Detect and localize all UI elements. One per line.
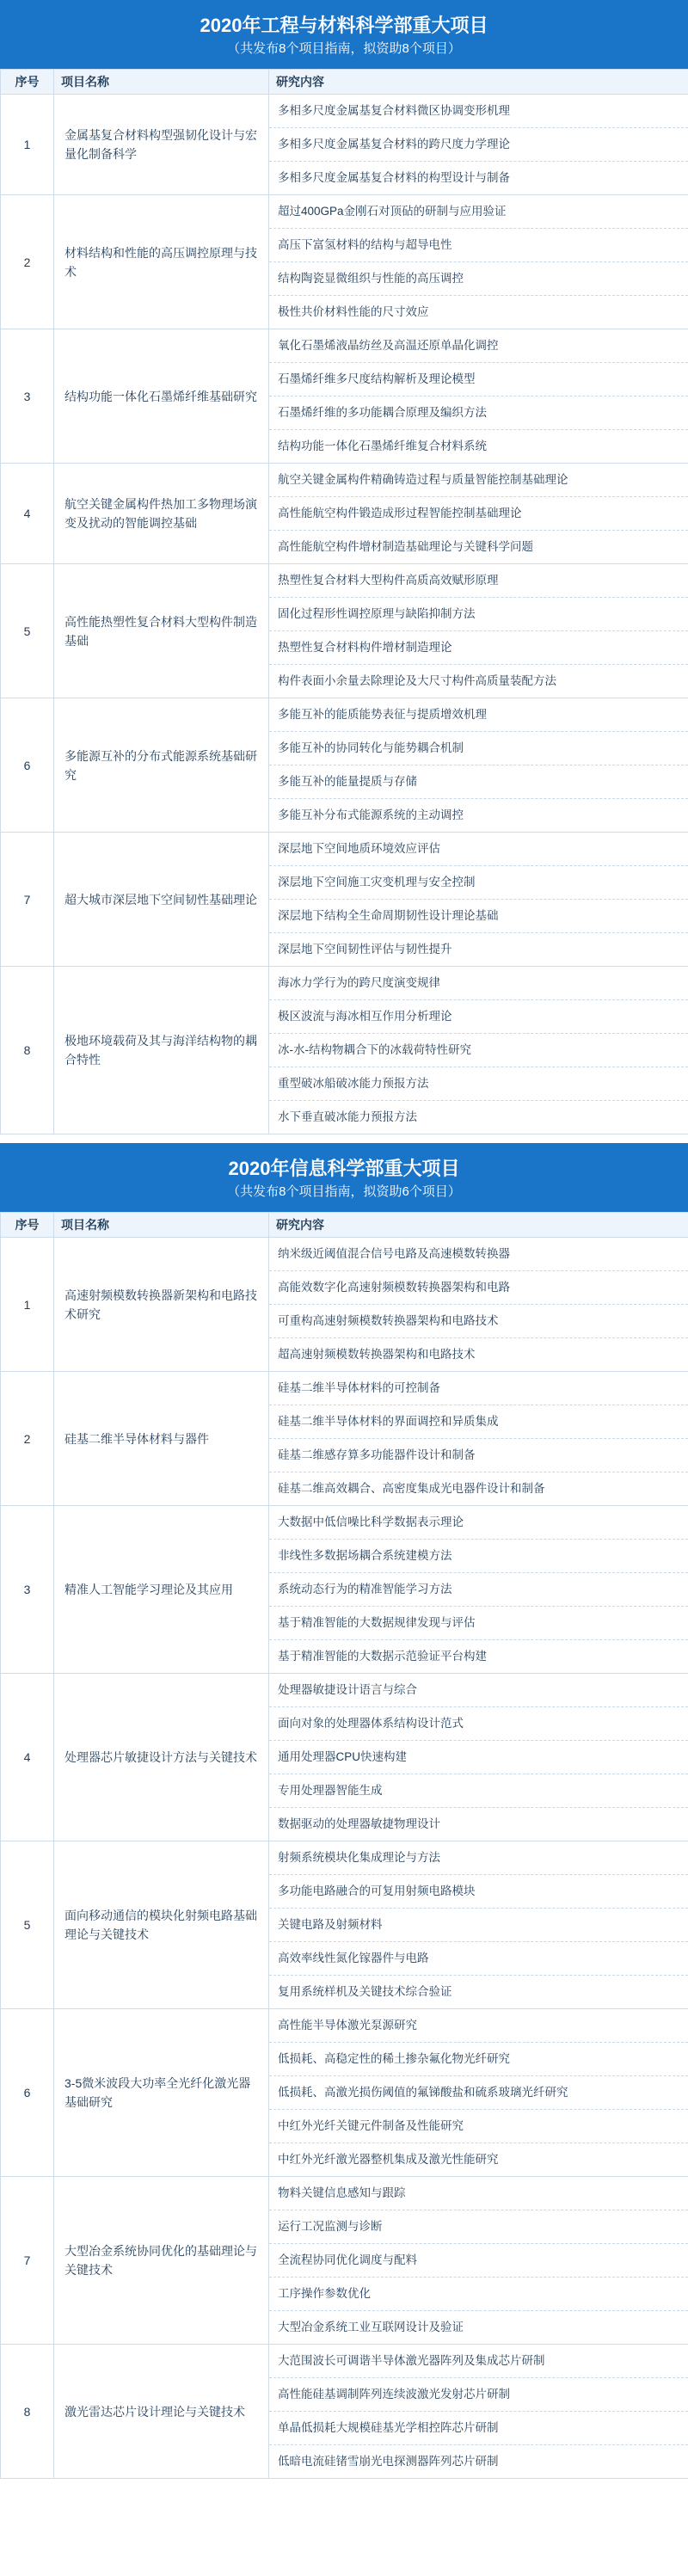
content-list: [269, 564, 688, 698]
content-item: 基于精准智能的大数据规律发现与评估: [269, 1607, 688, 1640]
content-item: 单晶低损耗大规模硅基光学相控阵芯片研制: [269, 2412, 688, 2445]
table-row: [1, 329, 688, 464]
content-item: 通用处理器CPU快速构建: [269, 1741, 688, 1774]
project-name: 硅基二维半导体材料与器件: [54, 1372, 269, 1506]
table-row: [1, 2177, 688, 2345]
section-header: [0, 1143, 688, 1212]
section-title: 2020年信息科学部重大项目: [228, 1158, 460, 1179]
content-item: 热塑性复合材料构件增材制造理论: [269, 631, 688, 665]
content-item: 极区波流与海冰相互作用分析理论: [269, 1000, 688, 1034]
section-header: [0, 0, 688, 69]
content-item: 结构功能一体化石墨烯纤维复合材料系统: [278, 440, 487, 452]
row-number: 6: [1, 698, 54, 833]
content-item: 结构陶瓷显微组织与性能的高压调控: [269, 262, 688, 296]
row-number: 6: [1, 2009, 54, 2177]
content-item: 氧化石墨烯液晶纺丝及高温还原单晶化调控: [269, 329, 688, 363]
content-item: 极性共价材料性能的尺寸效应: [278, 305, 429, 318]
content-item: 中红外光纤激光器整机集成及激光性能研究: [278, 2153, 499, 2166]
table-row: [1, 833, 688, 967]
research-content: [269, 2009, 688, 2177]
content-item: 冰-水-结构物耦合下的冰载荷特性研究: [269, 1034, 688, 1067]
content-item: 多能互补的协同转化与能势耦合机制: [269, 732, 688, 765]
table-row: [1, 1841, 688, 2009]
research-content: [269, 1372, 688, 1506]
content-item: 石墨烯纤维多尺度结构解析及理论模型: [269, 363, 688, 397]
section-gap: [0, 1134, 688, 1143]
content-list: [269, 95, 688, 194]
content-item: 数据驱动的处理器敏捷物理设计: [278, 1817, 440, 1830]
row-number: 5: [1, 1841, 54, 2009]
project-name: 超大城市深层地下空间韧性基础理论: [54, 833, 269, 967]
content-item: 大型冶金系统工业互联网设计及验证: [278, 2321, 464, 2333]
content-item: 高性能半导体激光泵源研究: [269, 2009, 688, 2043]
project-name: 材料结构和性能的高压调控原理与技术: [54, 195, 269, 329]
content-item: 纳米级近阈值混合信号电路及高速模数转换器: [269, 1238, 688, 1271]
content-list: [269, 1372, 688, 1505]
row-number: 7: [1, 2177, 54, 2345]
project-name: 极地环境载荷及其与海洋结构物的耦合特性: [54, 967, 269, 1134]
row-number: 3: [1, 329, 54, 464]
content-item: 多相多尺度金属基复合材料微区协调变形机理: [269, 95, 688, 128]
content-item: 硅基二维感存算多功能器件设计和制备: [269, 1439, 688, 1472]
content-list: [269, 967, 688, 1134]
row-number: 8: [1, 967, 54, 1134]
research-content: [269, 564, 688, 698]
content-list: [269, 1506, 688, 1673]
research-content: [269, 1841, 688, 2009]
content-item: 固化过程形性调控原理与缺陷抑制方法: [269, 598, 688, 631]
header-name: 项目名称: [54, 1213, 269, 1238]
content-item: 硅基二维半导体材料的可控制备: [269, 1372, 688, 1405]
research-content: [269, 195, 688, 329]
content-item: 高压下富氢材料的结构与超导电性: [269, 229, 688, 262]
content-item: 深层地下空间韧性评估与韧性提升: [278, 943, 452, 956]
content-item: 构件表面小余量去除理论及大尺寸构件高质量装配方法: [278, 674, 556, 687]
row-number: 4: [1, 464, 54, 564]
section-subtitle: （共发布8个项目指南，拟资助8个项目）: [227, 41, 461, 56]
content-item: 多能互补的能量提质与存储: [269, 765, 688, 799]
research-content: [269, 2345, 688, 2479]
content-item: 处理器敏捷设计语言与综合: [269, 1674, 688, 1707]
content-list: [269, 2009, 688, 2176]
content-item: 中红外光纤关键元件制备及性能研究: [269, 2110, 688, 2143]
row-number: 2: [1, 195, 54, 329]
content-list: [269, 698, 688, 832]
content-item: 低损耗、高激光损伤阈值的氟锑酸盐和硫系玻璃光纤研究: [269, 2076, 688, 2110]
content-item: 石墨烯纤维的多功能耦合原理及编织方法: [269, 397, 688, 430]
table-row: [1, 1506, 688, 1674]
section-subtitle: （共发布8个项目指南，拟资助6个项目）: [227, 1184, 461, 1199]
content-item: 航空关键金属构件精确铸造过程与质量智能控制基础理论: [269, 464, 688, 497]
table-row: [1, 464, 688, 564]
content-item: 大数据中低信噪比科学数据表示理论: [269, 1506, 688, 1540]
project-name: 处理器芯片敏捷设计方法与关键技术: [54, 1674, 269, 1841]
content-item: 重型破冰船破冰能力预报方法: [269, 1067, 688, 1101]
header-content: 研究内容: [269, 70, 688, 95]
section-title: 2020年工程与材料科学部重大项目: [200, 15, 488, 36]
content-item: 面向对象的处理器体系结构设计范式: [269, 1707, 688, 1741]
content-list: [269, 464, 688, 563]
content-item: 工序操作参数优化: [269, 2278, 688, 2311]
header-name: 项目名称: [54, 70, 269, 95]
content-item: 硅基二维半导体材料的界面调控和异质集成: [269, 1405, 688, 1439]
content-item: 高性能航空构件锻造成形过程智能控制基础理论: [269, 497, 688, 531]
content-item: 多能互补分布式能源系统的主动调控: [278, 808, 464, 821]
content-list: [269, 833, 688, 966]
content-item: 高效率线性氮化镓器件与电路: [269, 1942, 688, 1976]
research-content: [269, 2177, 688, 2345]
content-item: 海冰力学行为的跨尺度演变规律: [269, 967, 688, 1000]
project-name: 金属基复合材料构型强韧化设计与宏量化制备科学: [54, 95, 269, 195]
row-number: 4: [1, 1674, 54, 1841]
content-item: 水下垂直破冰能力预报方法: [278, 1110, 417, 1123]
table-row: [1, 564, 688, 698]
table-row: [1, 2009, 688, 2177]
content-item: 系统动态行为的精准智能学习方法: [269, 1573, 688, 1607]
research-content: [269, 698, 688, 833]
content-list: [269, 1841, 688, 2008]
research-content: [269, 1506, 688, 1674]
content-item: 基于精准智能的大数据示范验证平台构建: [278, 1650, 487, 1663]
table-row: [1, 2345, 688, 2479]
content-item: 深层地下空间地质环境效应评估: [269, 833, 688, 866]
content-list: [269, 1674, 688, 1841]
content-item: 物料关键信息感知与跟踪: [269, 2177, 688, 2210]
row-number: 8: [1, 2345, 54, 2479]
research-content: [269, 95, 688, 195]
content-item: 高性能硅基调制阵列连续波激光发射芯片研制: [269, 2378, 688, 2412]
content-item: 深层地下结构全生命周期韧性设计理论基础: [269, 900, 688, 933]
research-content: [269, 967, 688, 1134]
content-item: 深层地下空间施工灾变机理与安全控制: [269, 866, 688, 900]
content-item: 全流程协同优化调度与配料: [269, 2244, 688, 2278]
research-content: [269, 1674, 688, 1841]
table-row: [1, 1238, 688, 1372]
research-content: [269, 1238, 688, 1372]
project-name: 精准人工智能学习理论及其应用: [54, 1506, 269, 1674]
project-table: [0, 69, 688, 1134]
content-list: [269, 2345, 688, 2478]
content-item: 多能互补的能质能势表征与提质增效机理: [269, 698, 688, 732]
header-content: 研究内容: [269, 1213, 688, 1238]
row-number: 5: [1, 564, 54, 698]
project-name: 航空关键金属构件热加工多物理场演变及扰动的智能调控基础: [54, 464, 269, 564]
content-item: 非线性多数据场耦合系统建模方法: [269, 1540, 688, 1573]
content-item: 多相多尺度金属基复合材料的构型设计与制备: [278, 171, 510, 184]
content-list: [269, 329, 688, 463]
content-item: 运行工况监测与诊断: [269, 2210, 688, 2244]
row-number: 7: [1, 833, 54, 967]
content-list: [269, 195, 688, 329]
header-no: 序号: [1, 70, 54, 95]
content-item: 硅基二维高效耦合、高密度集成光电器件设计和制备: [278, 1482, 545, 1495]
content-list: [269, 1238, 688, 1371]
row-number: 1: [1, 95, 54, 195]
row-number: 3: [1, 1506, 54, 1674]
content-item: 热塑性复合材料大型构件高质高效赋形原理: [269, 564, 688, 598]
row-number: 2: [1, 1372, 54, 1506]
table-row: [1, 967, 688, 1134]
content-item: 射频系统模块化集成理论与方法: [269, 1841, 688, 1875]
project-name: 结构功能一体化石墨烯纤维基础研究: [54, 329, 269, 464]
project-name: 面向移动通信的模块化射频电路基础理论与关键技术: [54, 1841, 269, 2009]
research-content: [269, 464, 688, 564]
row-number: 1: [1, 1238, 54, 1372]
content-item: 低暗电流硅锗雪崩光电探测器阵列芯片研制: [278, 2455, 499, 2468]
project-name: 3-5微米波段大功率全光纤化激光器基础研究: [54, 2009, 269, 2177]
content-item: 大范围波长可调谐半导体激光器阵列及集成芯片研制: [269, 2345, 688, 2378]
content-list: [269, 2177, 688, 2344]
project-table: [0, 1212, 688, 2479]
research-content: [269, 329, 688, 464]
content-item: 多功能电路融合的可复用射频电路模块: [269, 1875, 688, 1909]
content-item: 高能效数字化高速射频模数转换器架构和电路: [269, 1271, 688, 1305]
research-content: [269, 833, 688, 967]
table-row: [1, 1674, 688, 1841]
table-row: [1, 698, 688, 833]
project-name: 高速射频模数转换器新架构和电路技术研究: [54, 1238, 269, 1372]
project-name: 多能源互补的分布式能源系统基础研究: [54, 698, 269, 833]
table-row: [1, 195, 688, 329]
content-item: 超过400GPa金刚石对顶砧的研制与应用验证: [269, 195, 688, 229]
content-item: 可重构高速射频模数转换器架构和电路技术: [269, 1305, 688, 1338]
project-name: 激光雷达芯片设计理论与关键技术: [54, 2345, 269, 2479]
content-item: 超高速射频模数转换器架构和电路技术: [278, 1348, 476, 1361]
project-name: 高性能热塑性复合材料大型构件制造基础: [54, 564, 269, 698]
table-row: [1, 1372, 688, 1506]
project-name: 大型冶金系统协同优化的基础理论与关键技术: [54, 2177, 269, 2345]
table-row: [1, 95, 688, 195]
content-item: 专用处理器智能生成: [269, 1774, 688, 1808]
content-item: 多相多尺度金属基复合材料的跨尺度力学理论: [269, 128, 688, 162]
table-header-row: [1, 70, 688, 95]
content-item: 复用系统样机及关键技术综合验证: [278, 1985, 452, 1998]
header-no: 序号: [1, 1213, 54, 1238]
content-item: 关键电路及射频材料: [269, 1909, 688, 1942]
table-header-row: [1, 1213, 688, 1238]
content-item: 高性能航空构件增材制造基础理论与关键科学问题: [278, 540, 533, 553]
content-item: 低损耗、高稳定性的稀土掺杂氟化物光纤研究: [269, 2043, 688, 2076]
